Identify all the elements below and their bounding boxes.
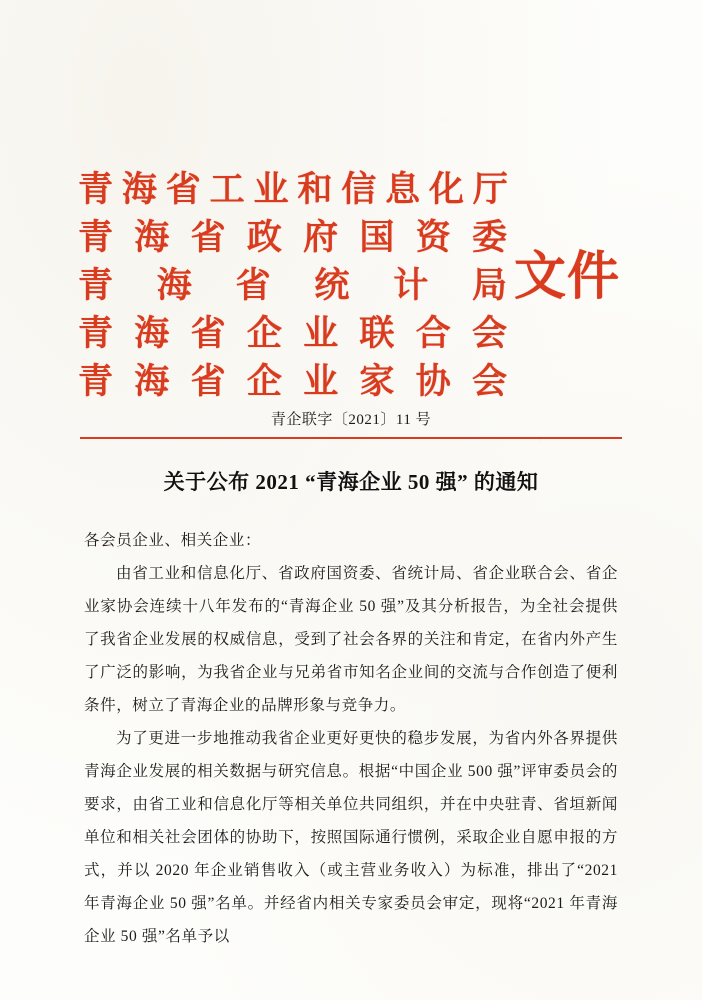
masthead-line-4	[78, 312, 624, 356]
masthead-line-4-text: 青 海 省 企 业 联 合 会	[78, 314, 508, 353]
masthead-line-1-text: 青 海 省 工 业 和 信 息 化 厅	[78, 170, 508, 209]
body-paragraph-1: 由省工业和信息化厅、省政府国资委、省统计局、省企业联合会、省企业家协会连续十八年发布的“青海企业 50 强”及其分析报告，为全社会提供了我省企业发展的权威信息，受到了社会各界的关注和肯定，在省内外产生了广泛的影响，为我省企业与兄弟省市知名企业间的交流与合作创造了便利条件，树立了青海企业的品牌形象与竞争力。	[84, 565, 618, 714]
body-paragraph-2: 为了更进一步地推动我省企业更好更快的稳步发展，为省内外各界提供青海企业发展的相关数据与研究信息。根据“中国企业 500 强”评审委员会的要求，由省工业和信息化厅等相关单位共同组织，并在中央驻青、省垣新闻单位和相关社会团体的协助下，按照国际通行惯例，采取企业自愿申报的方式，并以 2020 年企业销售收入（或主营业务收入）为标准，排出了“2021 年青海企业 50 强”名单。并经省内相关专家委员会审定，现将“2021 年青海企业 50 强”名单予以	[84, 730, 618, 945]
masthead-wenjian-label	[508, 249, 621, 306]
masthead-line-3-text: 青 海 省 统 计 局	[78, 266, 508, 305]
masthead-line-2-text: 青 海 省 政 府 国 资 委	[78, 218, 508, 257]
document-body	[84, 524, 618, 953]
masthead-line-1	[78, 168, 624, 212]
masthead-line-5-text: 青 海 省 企 业 家 协 会	[78, 362, 508, 401]
document-title: 关于公布 2021 “青海企业 50 强” 的通知	[163, 470, 539, 494]
masthead-divider-rule	[80, 437, 622, 439]
document-number: 青企联字〔2021〕11 号	[270, 412, 432, 428]
body-salutation: 各会员企业、相关企业：	[84, 532, 262, 549]
masthead-wenjian-text: 文件	[514, 249, 621, 306]
masthead-line-5	[78, 360, 624, 404]
